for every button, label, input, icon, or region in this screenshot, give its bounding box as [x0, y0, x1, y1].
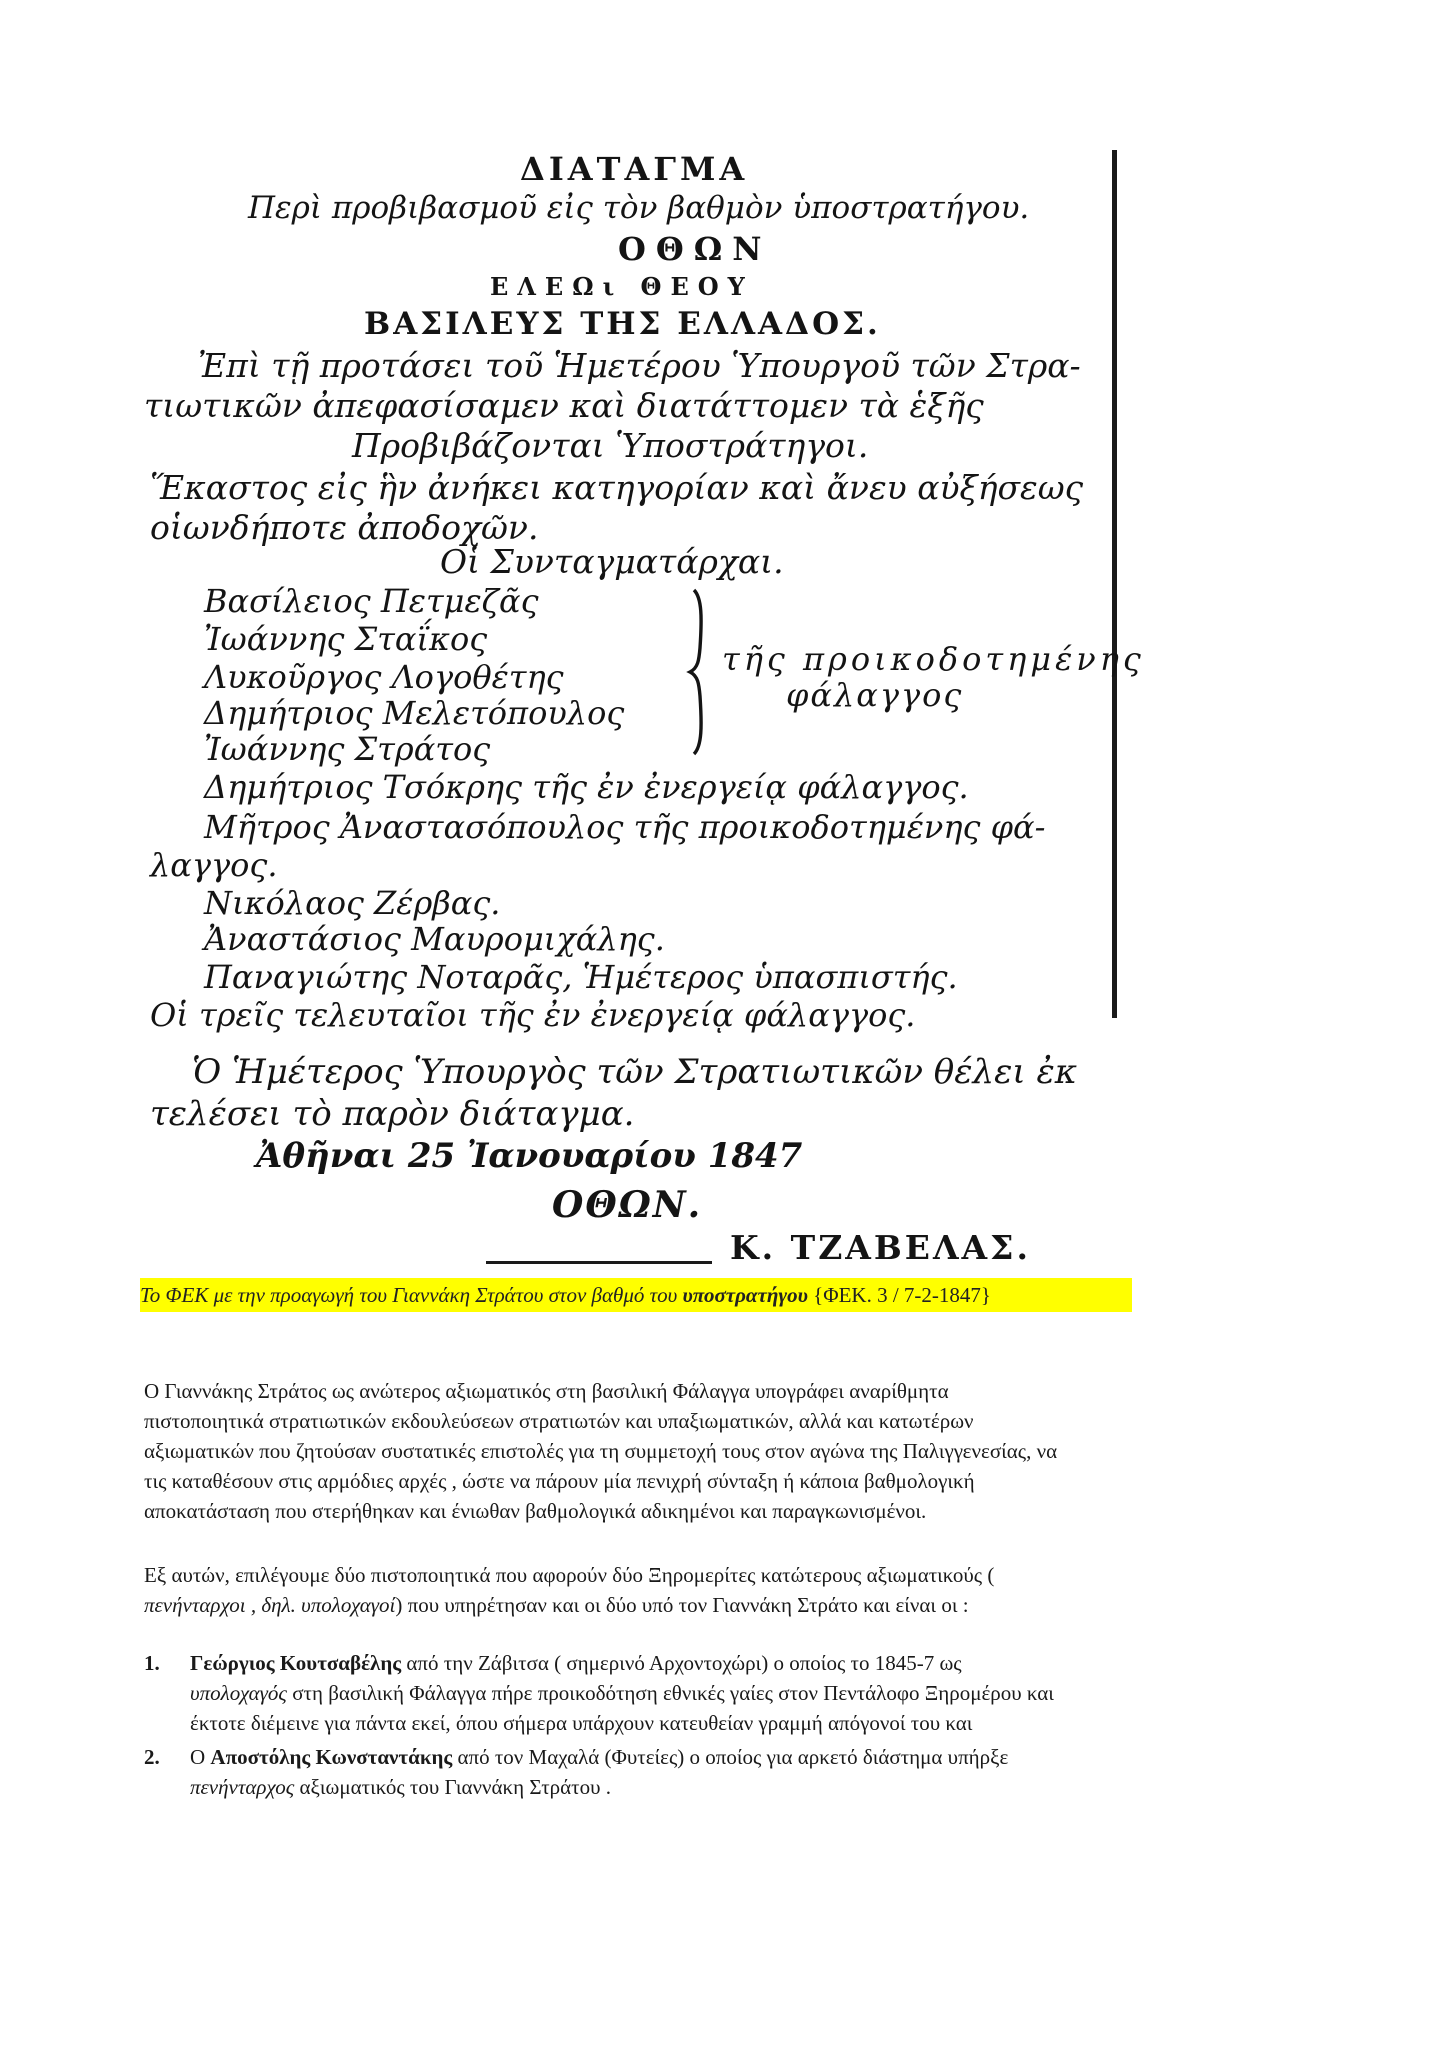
- list-item-text: στη βασιλική Φάλαγγα πήρε προικοδότηση εθνικές γαίες στον Πεντάλοφο Ξηρομέρου και: [286, 1681, 1054, 1705]
- decree-signature-king: ΟΘΩΝ.: [552, 1184, 703, 1226]
- officer-name: Γεώργιος Κουτσαβέλης: [190, 1651, 402, 1675]
- list-item-number: 2.: [144, 1745, 160, 1769]
- decree-colonels-heading: Οἱ Συνταγματάρχαι.: [440, 542, 784, 581]
- decree-group-label: τῆς προικοδοτημένης: [722, 640, 1145, 678]
- decree-minister-line: τελέσει τὸ παρὸν διάταγμα.: [150, 1094, 635, 1134]
- paragraph-line: αποκατάσταση που στερήθηκαν και ένιωθαν βαθμολογικά αδικημένοι και παραγκωνισμένοι.: [144, 1499, 927, 1523]
- decree-preamble-line: Προβιβάζονται Ὑποστράτηγοι.: [352, 426, 869, 465]
- decree-by-grace: ΕΛΕΩι ΘΕΟΥ: [490, 272, 754, 301]
- decree-date: Ἀθῆναι 25 Ἰανουαρίου 1847: [256, 1136, 803, 1176]
- decree-subtitle: Περὶ προβιβασμοῦ εἰς τὸν βαθμὸν ὑποστρατήγου.: [248, 190, 1030, 226]
- paragraph-line-rest: ) που υπηρέτησαν και οι δύο υπό τον Γιαννάκη Στράτο και είναι οι :: [395, 1593, 969, 1617]
- decree-officer-line: Μῆτρος Ἀναστασόπουλος τῆς προικοδοτημένης φά-: [204, 808, 1046, 846]
- list-item-prefix: Ο: [190, 1745, 211, 1769]
- caption-reference: {ΦΕΚ. 3 / 7-2-1847}: [807, 1283, 991, 1307]
- list-item-text: από τον Μαχαλά (Φυτείες) ο οποίος για αρκετό διάστημα υπήρξε: [452, 1745, 1009, 1769]
- highlighted-caption: [140, 1278, 1132, 1312]
- officer-name: Αποστόλης Κωνσταντάκης: [210, 1745, 453, 1769]
- decree-border-rule: [1112, 150, 1117, 1018]
- decree-minister-line: Ὁ Ἡμέτερος Ὑπουργὸς τῶν Στρατιωτικῶν θέλει ἐκ: [192, 1052, 1077, 1092]
- paragraph-italic-term: πενήνταρχοι , δηλ. υπολοχαγοί: [144, 1593, 396, 1617]
- decree-clause-line: Ἕκαστος εἰς ἣν ἀνήκει κατηγορίαν καὶ ἄνευ αὐξήσεως: [150, 468, 1084, 507]
- paragraph-line: τις καταθέσουν στις αρμόδιες αρχές , ώστε να πάρουν μία πενιχρή σύνταξη ή κάποια βαθμολογική: [144, 1469, 975, 1493]
- list-item-text: αξιωματικός του Γιαννάκη Στράτου .: [294, 1775, 611, 1799]
- list-item-number: 1.: [144, 1651, 160, 1675]
- decree-officer-line: Νικόλαος Ζέρβας.: [204, 884, 501, 922]
- decree-officer-name: Ἰωάννης Σταΐκος: [204, 620, 488, 658]
- decree-signature-minister: Κ. ΤΖΑΒΕΛΑΣ.: [730, 1228, 1031, 1267]
- decree-officer-name: Λυκοῦργος Λογοθέτης: [204, 658, 564, 696]
- paragraph-line: αξιωματικών που ζητούσαν συστατικές επιστολές για τη συμμετοχή τους στον αγώνα της Παλιγγενεσίας, να: [144, 1439, 1058, 1463]
- caption-bold-rank: υποστρατήγου: [682, 1283, 808, 1307]
- decree-preamble-line: τιωτικῶν ἀπεφασίσαμεν καὶ διατάττομεν τὰ ἑξῆς: [144, 386, 984, 425]
- paragraph-line: Εξ αυτών, επιλέγουμε δύο πιστοποιητικά που αφορούν δύο Ξηρομερίτες κατώτερους αξιωματικούς (: [144, 1563, 995, 1587]
- officers-list: [144, 1648, 1324, 1806]
- list-item-line: έκτοτε διέμεινε για πάντα εκεί, όπου σήμερα υπάρχουν κατευθείαν γραμμή απόγονοί του και: [190, 1711, 973, 1735]
- decree-officer-name: Δημήτριος Μελετόπουλος: [204, 694, 625, 732]
- decree-preamble-line: Ἐπὶ τῇ προτάσει τοῦ Ἡμετέρου Ὑπουργοῦ τῶν Στρα-: [198, 346, 1081, 385]
- caption-text: Το ΦΕΚ με την προαγωγή του Γιαννάκη Στράτου στον βαθμό του: [140, 1283, 683, 1307]
- decree-clause-line: οἱωνδήποτε ἀποδοχῶν.: [150, 508, 539, 547]
- rank-term: υπολοχαγός: [190, 1681, 287, 1705]
- decree-officer-line: Δημήτριος Τσόκρης τῆς ἐν ἐνεργείᾳ φάλαγγος.: [204, 768, 969, 806]
- rank-term: πενήνταρχος: [190, 1775, 295, 1799]
- list-item-line: [190, 1678, 1324, 1708]
- decree-officer-line: Ἀναστάσιος Μαυρομιχάλης.: [204, 920, 665, 958]
- paragraph-line: Ο Γιαννάκης Στράτος ως ανώτερος αξιωματικός στη βασιλική Φάλαγγα υπογράφει αναρίθμητα: [144, 1379, 949, 1403]
- decree-group-label: φάλαγγος: [786, 676, 964, 714]
- decree-officer-line: λαγγος.: [150, 846, 278, 884]
- paragraph-line: [144, 1590, 1324, 1620]
- list-item: [144, 1742, 1324, 1802]
- paragraph-line: πιστοποιητικά στρατιωτικών εκδουλεύσεων στρατιωτών και υπαξιωματικών, αλλά και κατωτέρων: [144, 1409, 974, 1433]
- intro-paragraph: [144, 1560, 1324, 1620]
- list-item-line: [190, 1648, 1324, 1678]
- body-paragraph: [144, 1376, 1324, 1526]
- decree-king-title: ΒΑΣΙΛΕΥΣ ΤΗΣ ΕΛΛΑΔΟΣ.: [364, 306, 881, 342]
- curly-brace-glyph: [686, 588, 716, 756]
- decree-officer-line: Παναγιώτης Νοταρᾶς, Ἡμέτερος ὑπασπιστής.: [204, 958, 958, 996]
- list-item-line: [190, 1772, 1324, 1802]
- decree-officer-line: Οἱ τρεῖς τελευταῖοι τῆς ἐν ἐνεργείᾳ φάλαγγος.: [150, 996, 916, 1034]
- decree-title: ΔΙΑΤΑΓΜΑ: [520, 150, 749, 188]
- decree-officer-name: Βασίλειος Πετμεζᾶς: [204, 582, 539, 620]
- decree-officer-name: Ἰωάννης Στράτος: [204, 730, 491, 768]
- list-item-text: από την Ζάβιτσα ( σημερινό Αρχοντοχώρι) ο οποίος το 1845-7 ως: [401, 1651, 962, 1675]
- decree-king-name: ΟΘΩΝ: [618, 230, 772, 268]
- list-item-line: [190, 1742, 1324, 1772]
- list-item: [144, 1648, 1324, 1738]
- signature-underline: [486, 1261, 712, 1264]
